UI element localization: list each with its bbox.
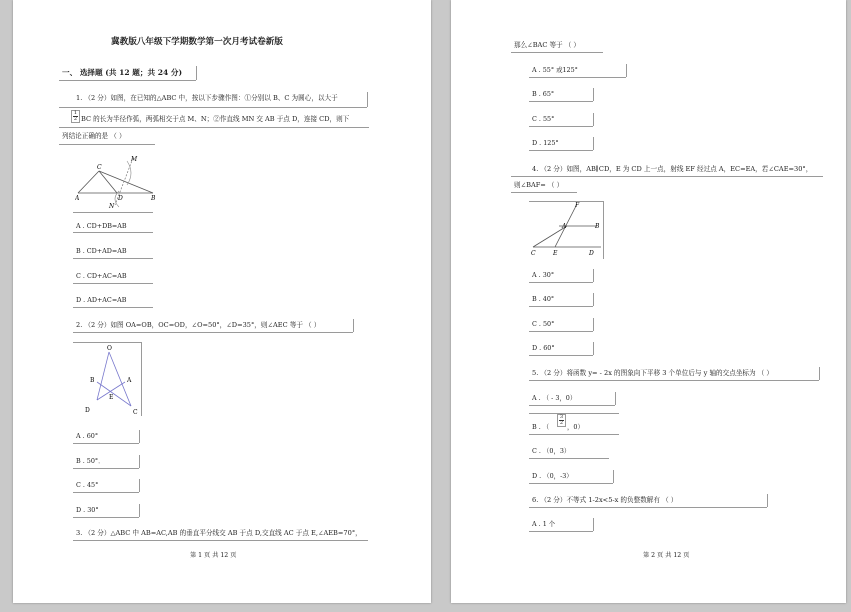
fig4-label-B: B (595, 223, 600, 230)
q2-option-c: C . 45° (76, 481, 99, 489)
fig4-label-F: F (575, 202, 580, 209)
q2-option-b: B . 50°． (76, 457, 105, 465)
fig2-label-C: C (133, 409, 138, 416)
fig2-label-B: B (90, 377, 95, 384)
fig4-label-E: E (553, 250, 558, 257)
q5-option-b-suffix: ，0） (567, 423, 584, 431)
q1-option-a: A . CD+DB=AB (76, 222, 127, 230)
fraction-half: $\frac{1}{2}$ (71, 110, 80, 123)
q3-option-a: A . 55° 或125° (532, 66, 578, 74)
question-4-figure (531, 201, 603, 259)
q6-option-a: A . 1 个 (532, 520, 556, 528)
question-1-figure (75, 155, 157, 210)
fraction-three-halves: $\frac{3}{2}$ (557, 414, 566, 427)
document-title: 冀教版八年级下学期数学第一次月考试卷新版 (111, 37, 283, 47)
q2-option-d: D . 30° (76, 506, 99, 514)
q4-option-c: C . 50° (532, 320, 555, 328)
question-1-line-1: 1. （2 分）如图，在已知的△ABC 中，按以下步骤作图：①分别以 B、C 为圆心，以大于 (76, 94, 338, 102)
fig1-label-A: A (75, 195, 80, 202)
question-2-line-1: 2. （2 分）如图 OA=OB，OC=OD，∠O=50°，∠D=35°，则∠AEC 等于 （ ） (76, 321, 321, 329)
fig4-label-D: D (589, 250, 594, 257)
document-page-1 (13, 0, 431, 603)
q4-option-d: D . 60° (532, 344, 555, 352)
q1-option-d: D . AD+AC=AB (76, 296, 127, 304)
q5-option-b-prefix: B . （ (532, 423, 550, 431)
q1-option-b: B . CD+AD=AB (76, 247, 127, 255)
question-2-figure (75, 342, 141, 416)
question-3-line-1: 3. （2 分）△ABC 中 AB=AC,AB 的垂直平分线交 AB 于点 D,交直线 AC 于点 E,∠AEB=70°， (76, 529, 362, 537)
q3-option-d: D . 125° (532, 139, 559, 147)
question-5-line-1: 5. （2 分）将函数 y= - 2x 的图象向下平移 3 个单位后与 y 轴的交点坐标为 （ ） (532, 369, 773, 377)
q4-option-a: A . 30° (532, 271, 555, 279)
fig2-label-D: D (85, 407, 90, 414)
fig1-label-B: B (151, 195, 156, 202)
q1-option-c: C . CD+AC=AB (76, 272, 127, 280)
fig2-label-E: E (109, 394, 114, 401)
question-6-line-1: 6. （2 分）不等式 1-2x<5-x 的负整数解有 （ ） (532, 496, 678, 504)
question-4-line-1: 4. （2 分）如图，AB∥CD，E 为 CD 上一点，射线 EF 经过点 A，EC=EA，若∠CAE=30°， (532, 165, 813, 173)
fig1-label-C: C (97, 164, 102, 171)
fig4-label-A: A (562, 223, 567, 230)
fig1-label-M: M (131, 156, 138, 163)
q5-option-c: C . （0，3） (532, 447, 571, 455)
fig4-label-C: C (531, 250, 536, 257)
q3-option-c: C . 55° (532, 115, 555, 123)
q5-option-d: D . （0，-3） (532, 472, 573, 480)
question-1-line-3: 列结论正确的是 （ ） (62, 132, 126, 140)
question-1-line-2: BC 的长为半径作弧，两弧相交于点 M、N；②作直线 MN 交 AB 于点 D，连接 CD，则下 (81, 115, 350, 123)
q2-option-a: A . 60° (76, 432, 99, 440)
document-page-2 (451, 0, 846, 603)
page-2-footer: 第 2 页 共 12 页 (643, 552, 690, 559)
fig1-label-D: D (118, 195, 123, 202)
fig1-label-N: N (109, 203, 115, 210)
q5-option-a: A . （ - 3，0） (532, 394, 577, 402)
fig2-label-O: O (107, 345, 112, 352)
question-3-line-2: 那么∠BAC 等于 （ ） (514, 41, 581, 49)
q4-option-b: B . 40° (532, 295, 555, 303)
fig2-label-A: A (127, 377, 132, 384)
page-1-footer: 第 1 页 共 12 页 (190, 552, 237, 559)
section-heading: 一、 选择题 (共 12 题；共 24 分) (62, 68, 183, 77)
q3-option-b: B . 65° (532, 90, 555, 98)
question-4-line-2: 则∠BAF= （ ） (514, 181, 564, 189)
